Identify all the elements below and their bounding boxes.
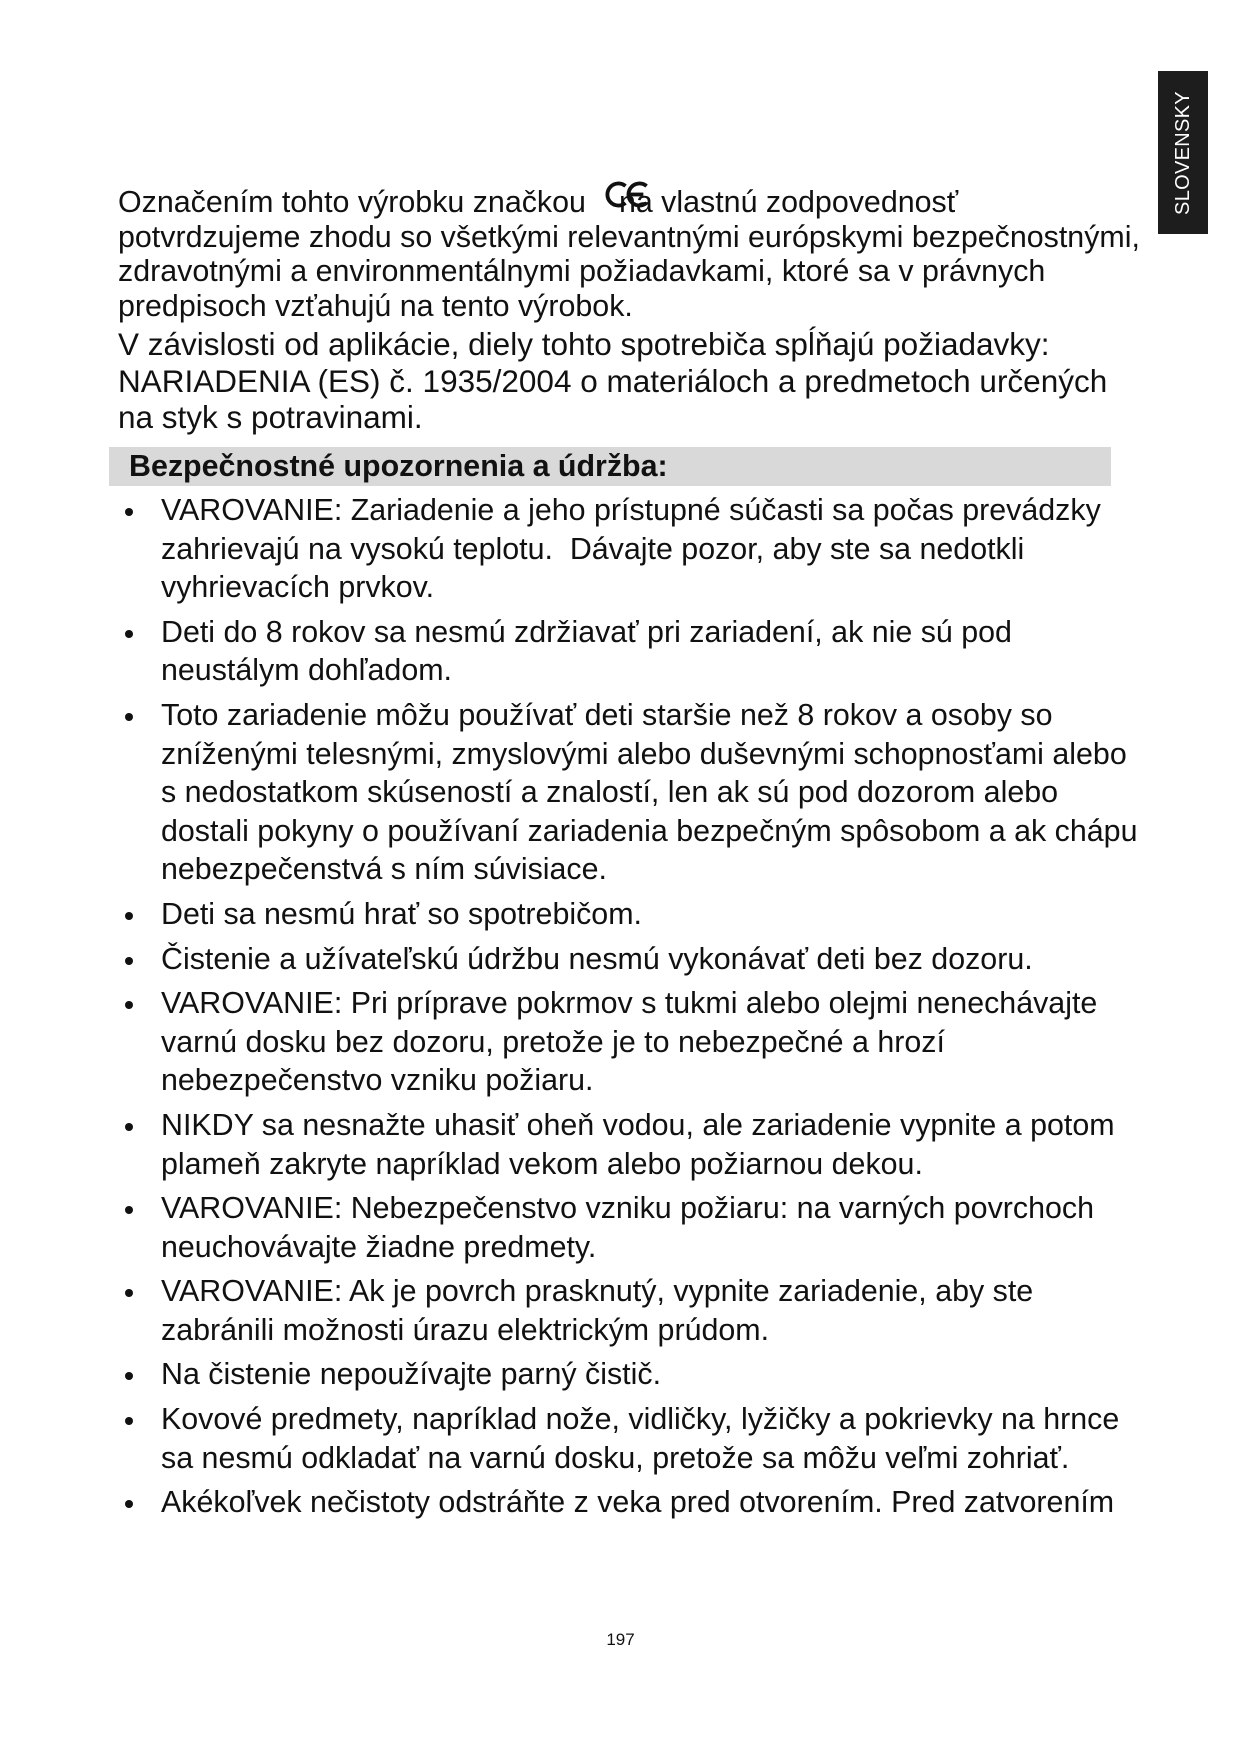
text-line: dostali pokyny o používaní zariadenia bezpečným spôsobom a ak chápu (161, 813, 1138, 848)
list-item (161, 1106, 1137, 1183)
list-item (161, 1272, 1137, 1349)
text-line: nebezpečenstvo vzniku požiaru. (161, 1063, 594, 1098)
list-item (161, 1189, 1137, 1266)
bullet-icon (125, 713, 133, 721)
bullet-icon (125, 630, 133, 638)
text-line: neuchovávajte žiadne predmety. (161, 1229, 597, 1264)
bullet-icon (125, 1206, 133, 1214)
text-line: nebezpečenstvá s ním súvisiace. (161, 852, 607, 887)
text-line: Akékoľvek nečistoty odstráňte z veka pred otvorením. Pred zatvorením (161, 1485, 1115, 1520)
section-heading-bar (109, 447, 1111, 486)
text-line: sa nesmú odkladať na varnú dosku, pretože sa môžu veľmi zohriať. (161, 1440, 1070, 1475)
text-line: potvrdzujeme zhodu so všetkými relevantnými európskymi bezpečnostnými, (118, 219, 1140, 254)
bullet-icon (125, 912, 133, 920)
language-tab-label: SLOVENSKY (1172, 90, 1194, 215)
text-line: predpisoch vzťahujú na tento výrobok. (118, 288, 633, 323)
text-line: Kovové predmety, napríklad nože, vidličky, lyžičky a pokrievky na hrnce (161, 1402, 1120, 1437)
text-line: neustálym dohľadom. (161, 653, 452, 688)
list-item (161, 895, 1137, 934)
safety-list (161, 491, 1137, 1528)
text-line: Toto zariadenie môžu používať deti staršie než 8 rokov a osoby so (161, 697, 1053, 732)
list-item (161, 940, 1137, 979)
text-line: Deti sa nesmú hrať so spotrebičom. (161, 896, 642, 931)
text-line: VAROVANIE: Nebezpečenstvo vzniku požiaru: na varných povrchoch (161, 1191, 1094, 1226)
list-item (161, 1355, 1137, 1394)
bullet-icon (125, 1372, 133, 1380)
bullet-icon (125, 1500, 133, 1508)
text-line (118, 185, 1140, 220)
text-line: na styk s potravinami. (118, 399, 423, 436)
text-line: varnú dosku bez dozoru, pretože je to nebezpečné a hrozí (161, 1024, 945, 1059)
text-line: zdravotnými a environmentálnymi požiadavkami, ktoré sa v právnych (118, 254, 1046, 289)
text-line: zabránili možnosti úrazu elektrickým prúdom. (161, 1312, 770, 1347)
text-line: s nedostatkom skúseností a znalostí, len ak sú pod dozorom alebo (161, 775, 1059, 810)
text-line: zahrievajú na vysokú teplotu. Dávajte pozor, aby ste sa nedotkli (161, 531, 1025, 566)
page-number: 197 (606, 1630, 635, 1649)
ce-mark-icon (605, 178, 651, 211)
language-tab (1158, 71, 1208, 234)
list-item (161, 984, 1137, 1100)
text-line: Deti do 8 rokov sa nesmú zdržiavať pri zariadení, ak nie sú pod (161, 614, 1012, 649)
text-line: V závislosti od aplikácie, diely tohto spotrebiča spĺňajú požiadavky: (118, 326, 1050, 362)
bullet-icon (125, 1289, 133, 1297)
conformity-paragraph (118, 185, 1140, 323)
bullet-icon (125, 1001, 133, 1009)
text-line: NARIADENIA (ES) č. 1935/2004 o materiáloch a predmetoch určených (118, 362, 1108, 399)
list-item (161, 1400, 1137, 1477)
section-heading: Bezpečnostné upozornenia a údržba: (129, 449, 668, 483)
text-line: VAROVANIE: Zariadenie a jeho prístupné súčasti sa počas prevádzky (161, 493, 1101, 527)
text-before-mark: Označením tohto výrobku značkou (118, 185, 586, 219)
text-line: Čistenie a užívateľskú údržbu nesmú vykonávať deti bez dozoru. (161, 941, 1033, 976)
bullet-icon (125, 957, 133, 965)
list-item (161, 491, 1137, 607)
text-line: Na čistenie nepoužívajte parný čistič. (161, 1357, 662, 1392)
text-line: VAROVANIE: Ak je povrch prasknutý, vypnite zariadenie, aby ste (161, 1274, 1034, 1309)
text-line: plameň zakryte napríklad vekom alebo požiarnou dekou. (161, 1146, 923, 1181)
text-line: VAROVANIE: Pri príprave pokrmov s tukmi alebo olejmi nenechávajte (161, 986, 1098, 1021)
text-line: zníženými telesnými, zmyslovými alebo duševnými schopnosťami alebo (161, 736, 1127, 771)
list-item (161, 613, 1137, 690)
list-item (161, 1483, 1137, 1522)
text-line: NIKDY sa nesnažte uhasiť oheň vodou, ale zariadenie vypnite a potom (161, 1107, 1115, 1142)
bullet-icon (125, 508, 133, 516)
bullet-icon (125, 1417, 133, 1425)
text-after-mark: na vlastnú zodpovednosť (618, 185, 959, 219)
bullet-icon (125, 1123, 133, 1131)
text-line: vyhrievacích prvkov. (161, 570, 435, 605)
list-item (161, 696, 1137, 889)
regulation-paragraph (118, 326, 1107, 436)
